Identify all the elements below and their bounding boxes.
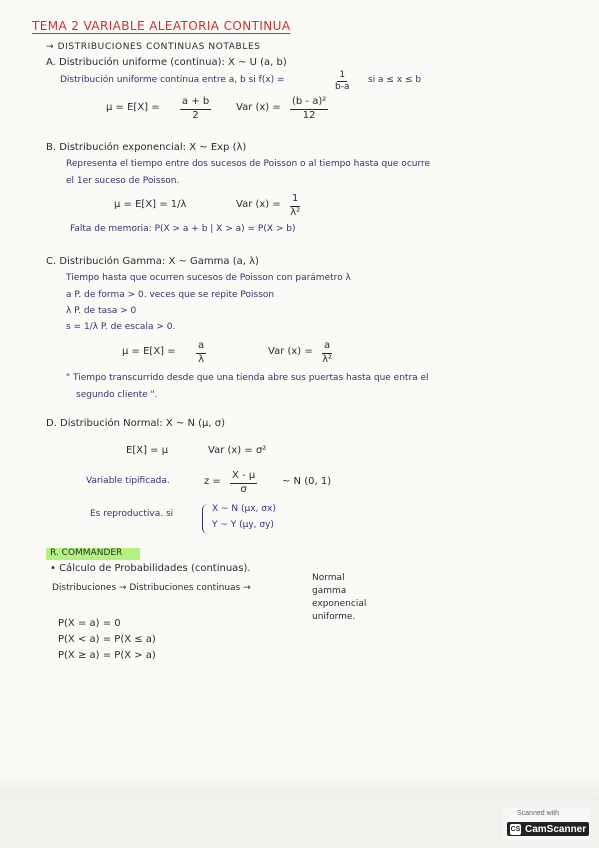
gamma-desc: Tiempo hasta que ocurren sucesos de Poisson con parámetro λ	[66, 273, 351, 283]
page-title: TEMA 2 VARIABLE ALEATORIA CONTINUA	[32, 19, 291, 33]
gamma-param-shape: a P. de forma > 0. veces que se repite Poisson	[66, 290, 275, 300]
uniform-var-label: Var (x) =	[236, 102, 281, 113]
heading-normal: D. Distribución Normal: X ~ N (μ, σ)	[46, 418, 225, 429]
option-uniforme: uniforme.	[312, 612, 356, 622]
camscanner-badge	[503, 808, 591, 840]
exponential-var-den: λ²	[290, 206, 301, 218]
gamma-example-1: " Tiempo transcurrido desde que una tienda abre sus puertas hasta que entra el	[66, 373, 429, 383]
option-gamma: gamma	[312, 586, 347, 596]
normal-var: Var (x) = σ²	[208, 445, 267, 456]
reproductive-label: Es reproductiva. si	[90, 509, 174, 519]
uniform-condition: si a ≤ x ≤ b	[368, 75, 422, 85]
gamma-var-label: Var (x) =	[268, 346, 313, 357]
exponential-var-label: Var (x) =	[236, 199, 281, 210]
gamma-example-2: segundo cliente ".	[76, 390, 158, 400]
uniform-density-den: b-a	[335, 82, 350, 93]
heading-exponential: B. Distribución exponencial: X ~ Exp (λ)	[46, 142, 247, 153]
gamma-mean-label: μ = E[X] =	[122, 346, 176, 357]
uniform-var-den: 12	[302, 109, 316, 121]
rcommander-menu-path: Distribuciones → Distribuciones continuas →	[52, 583, 251, 593]
uniform-var-num: (b - a)²	[290, 97, 328, 110]
camscanner-name: CamScanner	[525, 823, 587, 835]
heading-uniform: A. Distribución uniforme (continua): X ~ U (a, b)	[46, 57, 287, 68]
uniform-var-fraction	[290, 97, 328, 121]
uniform-mean-num: a + b	[180, 97, 211, 110]
uniform-mean-den: 2	[192, 109, 199, 121]
camscanner-logo	[507, 822, 589, 836]
prob-less-than: P(X < a) = P(X ≤ a)	[58, 634, 156, 645]
camscanner-icon: CS	[510, 825, 521, 833]
gamma-mean-num: a	[196, 341, 206, 354]
uniform-density-num: 1	[337, 71, 347, 82]
memoryless-property: Falta de memoria: P(X > a + b | X > a) = P(X > b)	[70, 224, 296, 234]
scanned-with-text: Scanned with	[517, 810, 560, 817]
exponential-var-num: 1	[290, 194, 300, 207]
rcommander-bullet: • Cálculo de Probabilidades (continuas).	[50, 563, 251, 574]
rcommander-label: R. COMMANDER	[50, 548, 123, 558]
standardized-label: Variable tipificada.	[86, 476, 170, 486]
normal-mean: E[X] = μ	[126, 445, 169, 456]
option-exponencial: exponencial	[312, 599, 367, 609]
standardized-den: σ	[240, 483, 247, 495]
gamma-var-fraction	[322, 341, 332, 365]
prob-greater-than: P(X ≥ a) = P(X > a)	[58, 650, 156, 661]
gamma-var-num: a	[322, 341, 332, 354]
standardized-num: X - μ	[230, 471, 257, 484]
prob-equal-zero: P(X = a) = 0	[58, 618, 121, 629]
uniform-density-fraction	[335, 71, 349, 93]
gamma-var-den: λ²	[322, 353, 333, 365]
system-brace	[202, 504, 209, 534]
exponential-mean: μ = E[X] = 1/λ	[114, 199, 187, 210]
reproductive-cond-y: Y ~ Y (μy, σy)	[212, 520, 274, 530]
gamma-param-scale: s = 1/λ P. de escala > 0.	[66, 322, 176, 332]
reproductive-cond-x: X ~ N (μx, σx)	[212, 504, 276, 514]
gamma-mean-fraction	[196, 341, 206, 365]
exponential-var-fraction	[290, 194, 300, 218]
uniform-mean-label: μ = E[X] =	[106, 102, 160, 113]
standardized-fraction	[230, 471, 257, 495]
exponential-desc-2: el 1er suceso de Poisson.	[66, 176, 180, 186]
option-normal: Normal	[312, 573, 345, 583]
section-subtitle: → DISTRIBUCIONES CONTINUAS NOTABLES	[46, 42, 261, 52]
standardized-lhs: z =	[204, 476, 221, 487]
heading-gamma: C. Distribución Gamma: X ~ Gamma (a, λ)	[46, 256, 259, 267]
gamma-mean-den: λ	[198, 353, 205, 365]
uniform-definition: Distribución uniforme continua entre a, b si f(x) =	[60, 75, 285, 85]
exponential-desc-1: Representa el tiempo entre dos sucesos de Poisson o al tiempo hasta que ocurre	[66, 159, 431, 169]
uniform-mean-fraction	[180, 97, 211, 121]
gamma-param-rate: λ P. de tasa > 0	[66, 306, 137, 316]
standardized-rhs: ~ N (0, 1)	[282, 476, 332, 487]
